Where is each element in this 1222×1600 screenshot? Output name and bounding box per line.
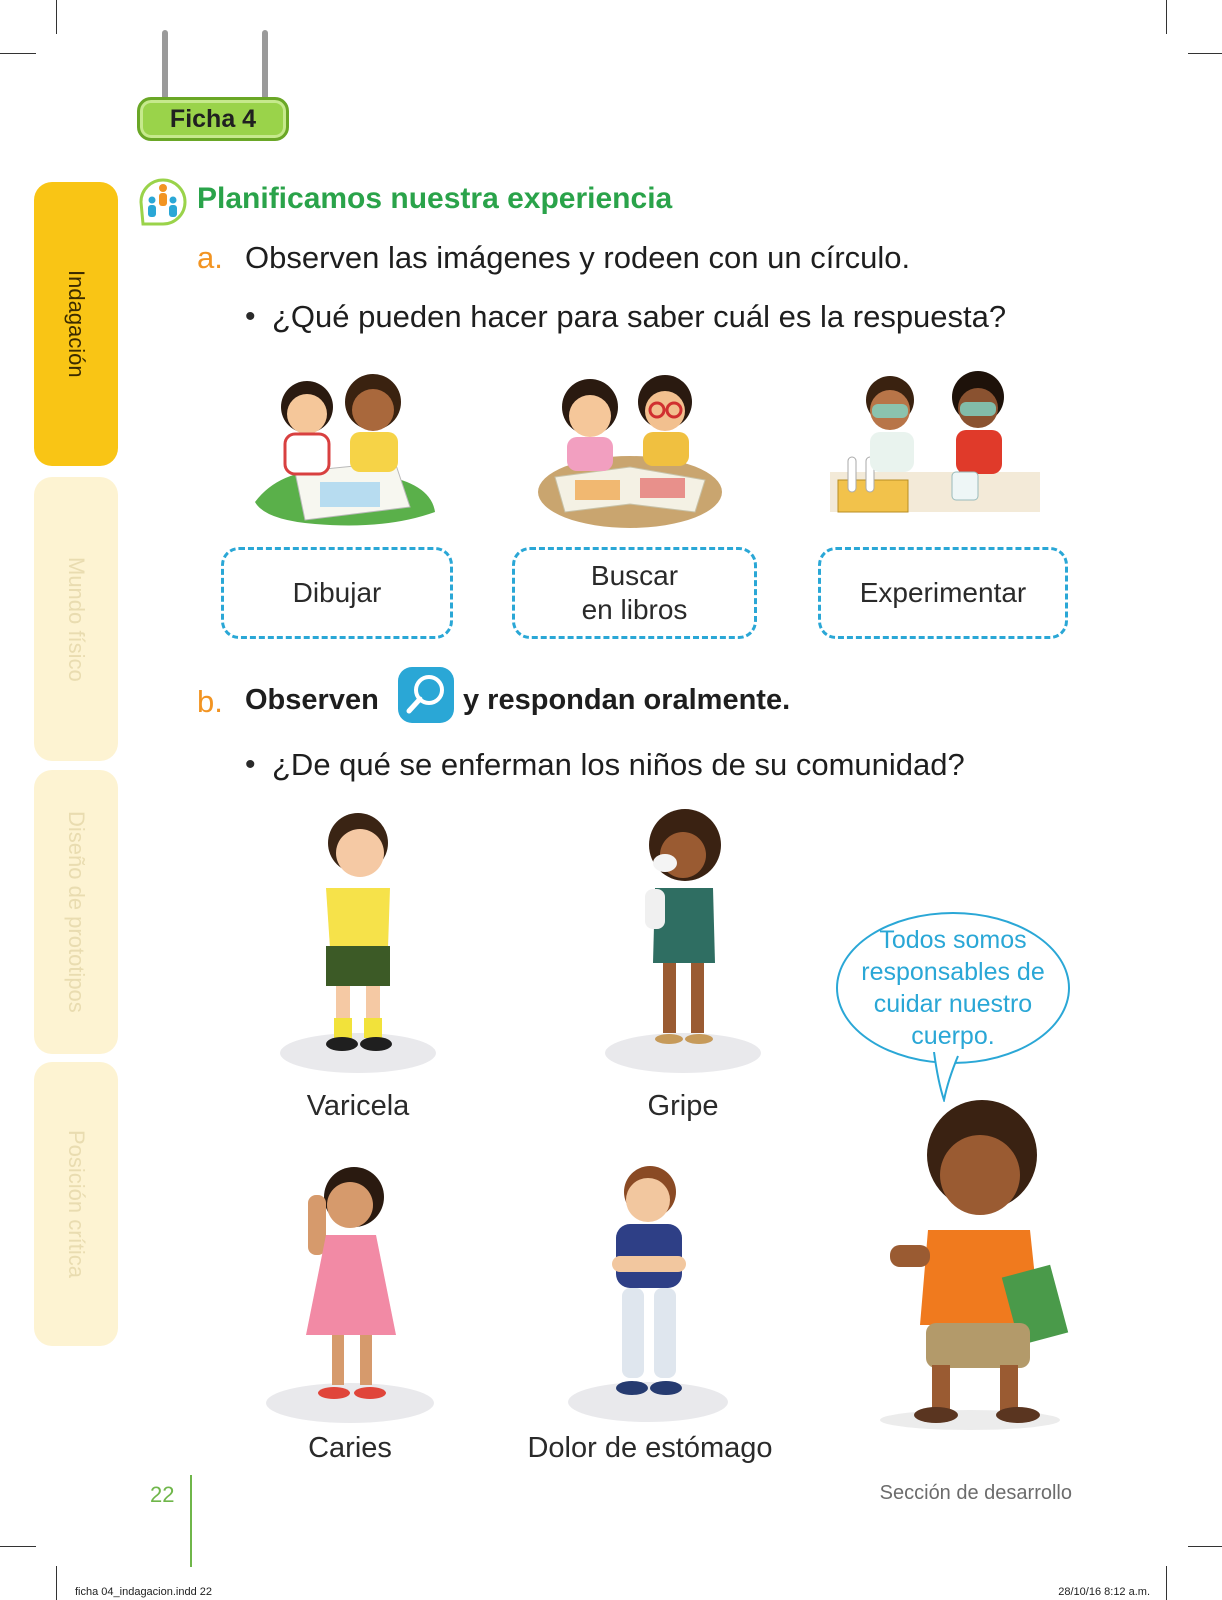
- question-a-letter: a.: [197, 240, 223, 275]
- group-people-icon: [137, 178, 189, 226]
- sidebar-tab-indagacion[interactable]: [34, 182, 118, 466]
- boy-with-book-illustration: [870, 1095, 1080, 1435]
- option-dibujar[interactable]: [221, 547, 453, 639]
- crop-mark: [1188, 1546, 1222, 1547]
- option-label: Experimentar: [859, 577, 1027, 608]
- bullet: •: [245, 300, 256, 333]
- crop-mark: [1188, 53, 1222, 54]
- sidebar-tab-posicion-critica[interactable]: [34, 1062, 118, 1346]
- section-name: Sección de desarrollo: [879, 1482, 1072, 1504]
- binder-ring: [162, 30, 168, 106]
- boy-stomachache-illustration: [566, 1160, 730, 1422]
- children-drawing-illustration: [245, 362, 440, 532]
- page-number: 22: [150, 1482, 175, 1507]
- question-b-text-after: y respondan oralmente.: [463, 684, 791, 716]
- bullet: •: [245, 748, 256, 781]
- caption-dolor-estomago: Dolor de estómago: [527, 1432, 773, 1464]
- footer-divider: [190, 1475, 192, 1567]
- crop-mark: [0, 1546, 36, 1547]
- speech-bubble: [836, 912, 1070, 1064]
- sidebar-tab-mundo-fisico[interactable]: [34, 477, 118, 761]
- crop-mark: [1166, 1566, 1167, 1600]
- date-slug: 28/10/16 8:12 a.m.: [1058, 1586, 1150, 1598]
- crop-mark: [56, 1566, 57, 1600]
- caption-caries: Caries: [308, 1432, 392, 1464]
- sidebar-tab-diseno-prototipos[interactable]: [34, 770, 118, 1054]
- question-b-text-before: Observen: [245, 684, 379, 716]
- sidebar-tab-label: Mundo físico: [64, 556, 89, 682]
- option-label: Buscar: [590, 560, 679, 591]
- girl-gripe-illustration: [603, 803, 765, 1073]
- sidebar-tab-label: Posición crítica: [64, 1130, 89, 1278]
- magnifier-icon: [398, 667, 454, 723]
- children-experimenting-illustration: [830, 362, 1040, 532]
- question-b-prompt: ¿De qué se enferman los niños de su comunidad?: [272, 747, 965, 782]
- girl-caries-illustration: [264, 1155, 436, 1423]
- sidebar-tab-label: Diseño de prototipos: [64, 811, 89, 1013]
- file-slug: ficha 04_indagacion.indd 22: [75, 1586, 213, 1598]
- crop-mark: [1166, 0, 1167, 34]
- option-buscar-en-libros[interactable]: [512, 547, 757, 639]
- question-a-text: Observen las imágenes y rodeen con un círculo.: [245, 240, 911, 275]
- question-a-prompt: ¿Qué pueden hacer para saber cuál es la respuesta?: [272, 299, 1007, 334]
- children-reading-illustration: [535, 362, 725, 532]
- option-label-line2: en libros: [581, 594, 688, 625]
- option-label: Dibujar: [292, 577, 382, 608]
- binder-ring: [262, 30, 268, 106]
- caption-varicela: Varicela: [306, 1090, 410, 1122]
- caption-gripe: Gripe: [647, 1090, 719, 1122]
- section-title: Planificamos nuestra experiencia: [197, 182, 673, 215]
- option-experimentar[interactable]: [818, 547, 1068, 639]
- question-b-letter: b.: [197, 684, 223, 719]
- ficha-label: Ficha 4: [137, 97, 289, 141]
- sidebar-tab-label: Indagación: [64, 270, 89, 378]
- crop-mark: [0, 53, 36, 54]
- boy-varicela-illustration: [278, 808, 438, 1073]
- crop-mark: [56, 0, 57, 34]
- speech-bubble-text: Todos somos responsables de cuidar nuestro cuerpo.: [861, 926, 1045, 1050]
